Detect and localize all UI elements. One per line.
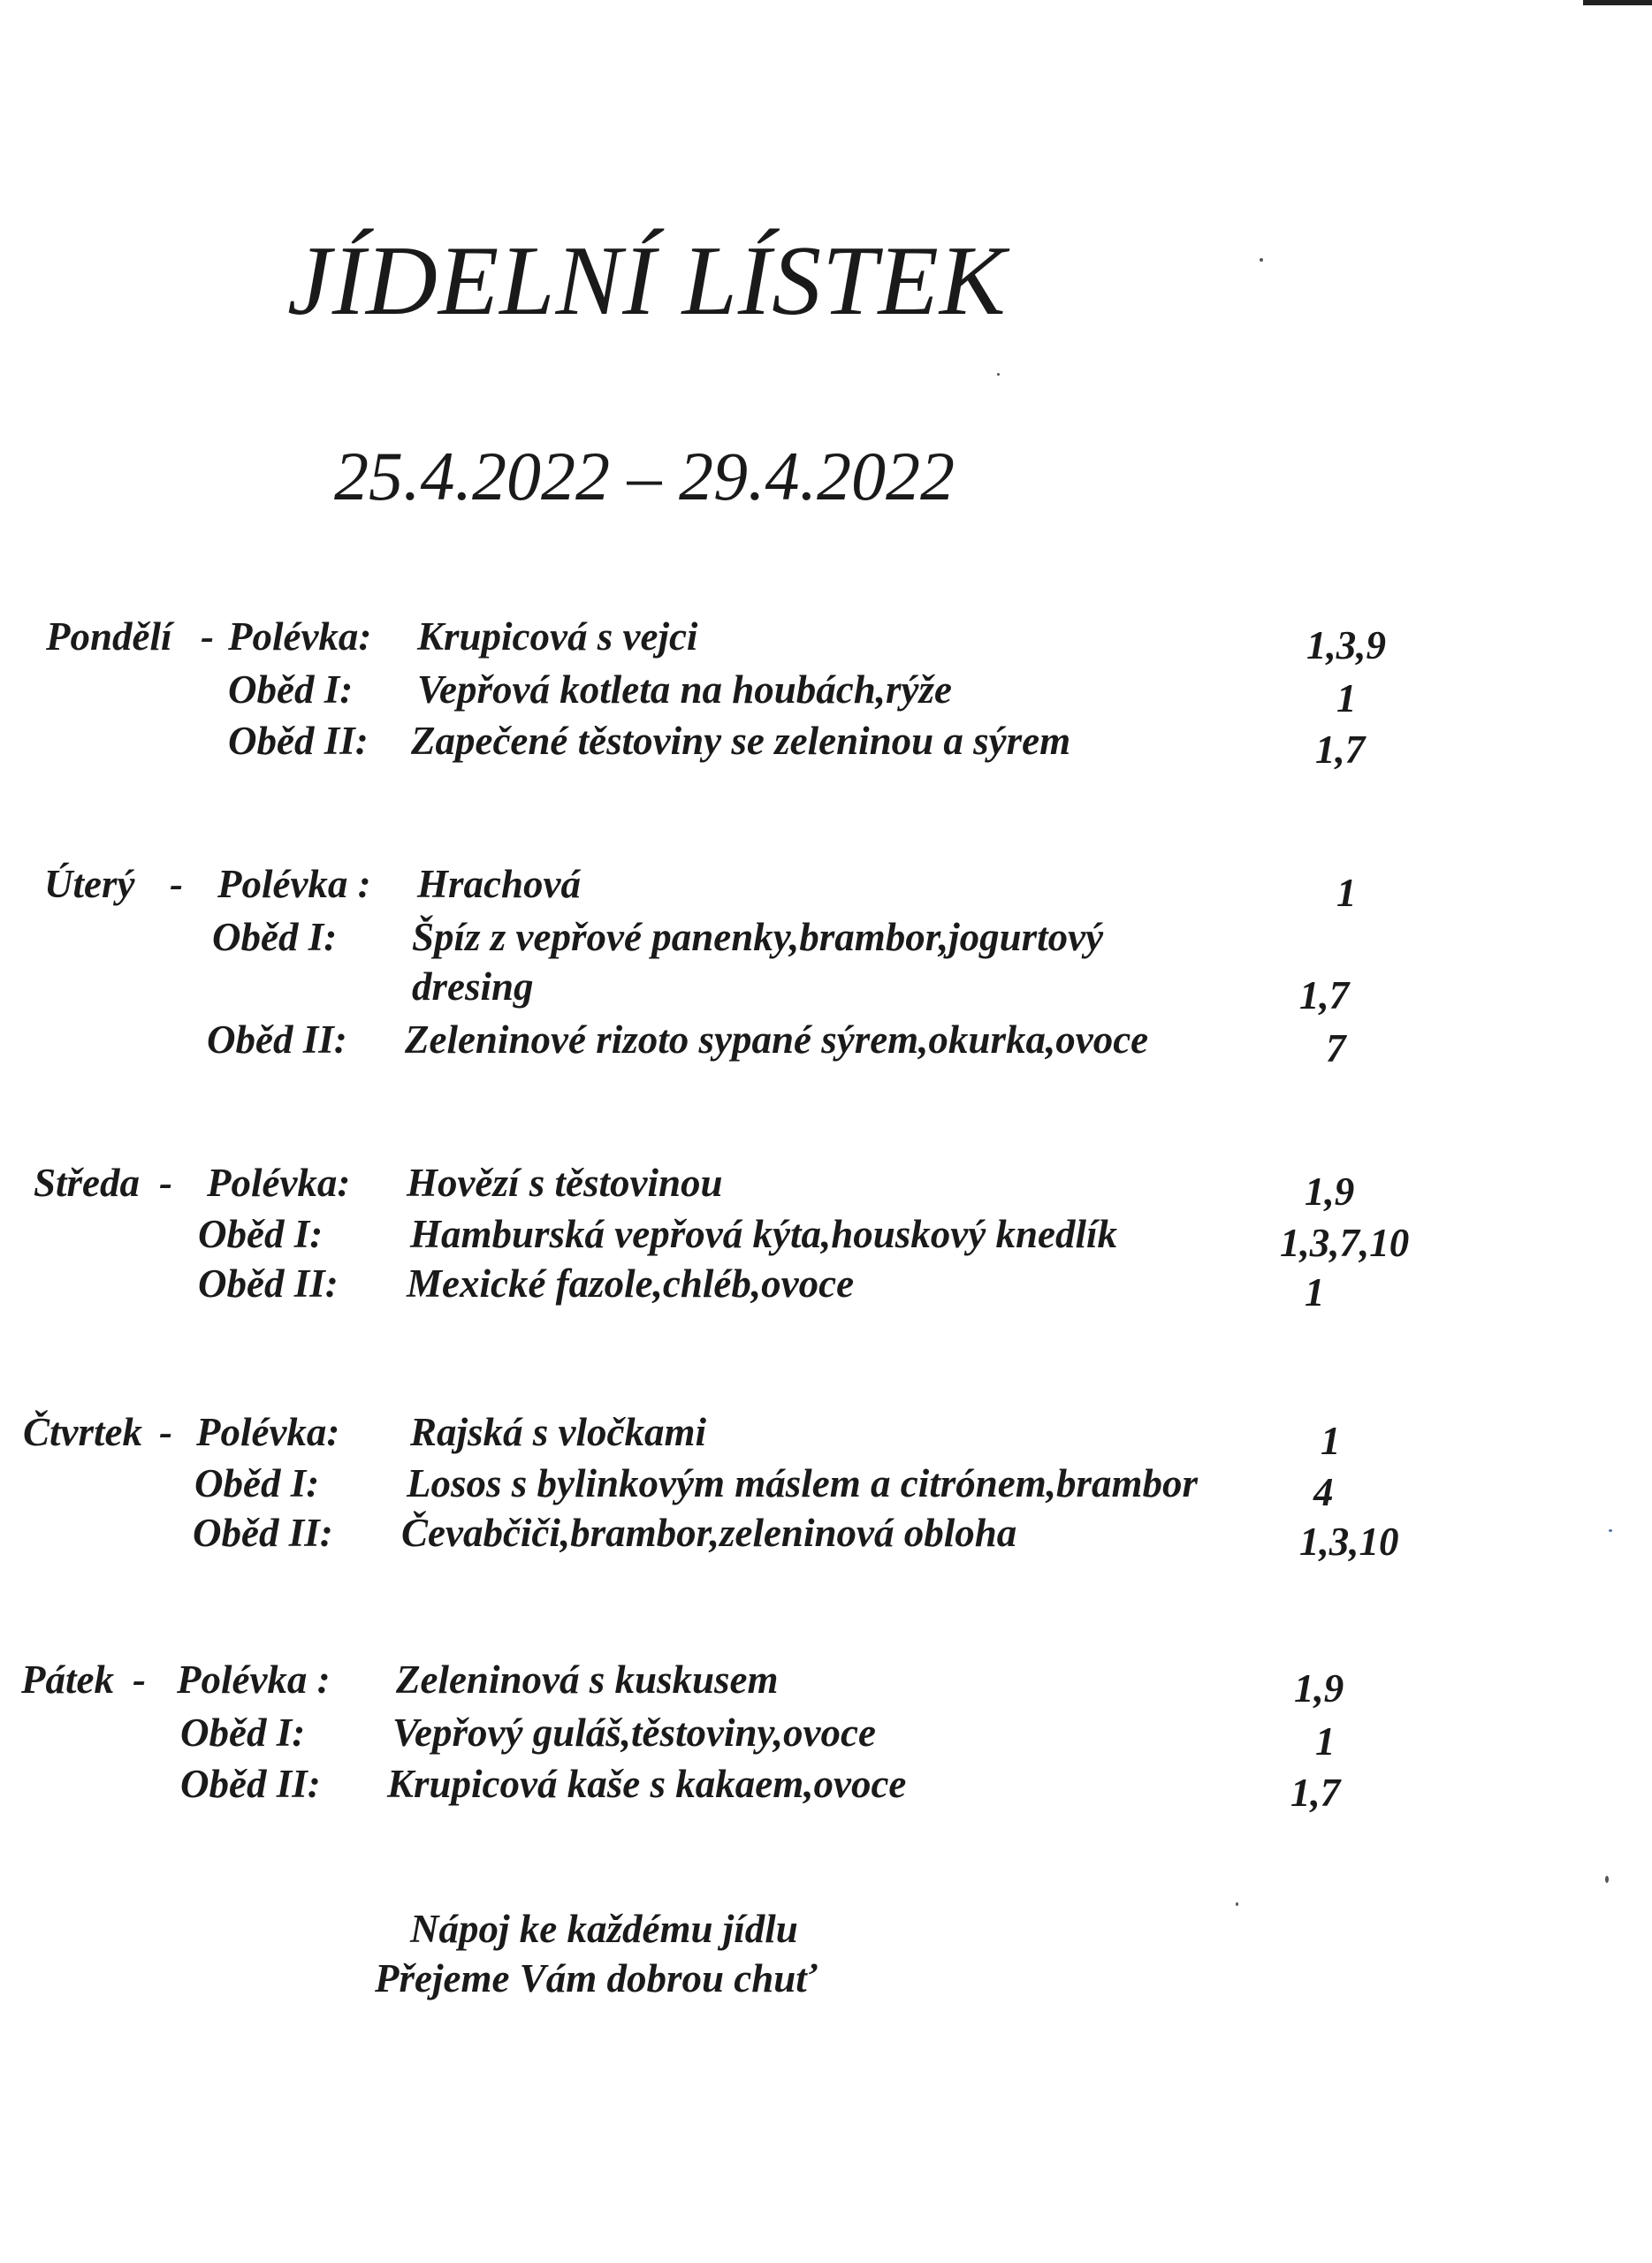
allergens: 1,3,10 xyxy=(1299,1520,1399,1564)
day-label: Pondělí xyxy=(46,614,172,659)
dish-name: Zeleninové rizoto sypané sýrem,okurka,ovoce xyxy=(405,1017,1149,1062)
allergens: 1 xyxy=(1315,1719,1336,1764)
menu-row xyxy=(0,1015,1652,1071)
course-label: Oběd I: xyxy=(180,1711,306,1755)
dish-name: Krupicová s vejci xyxy=(417,614,698,659)
scan-speck xyxy=(997,373,1000,376)
course-label: Oběd I: xyxy=(194,1461,320,1505)
dish-name: Hovězí s těstovinou xyxy=(407,1161,723,1205)
course-label: Oběd I: xyxy=(198,1212,324,1256)
dish-name: Zeleninová s kuskusem xyxy=(396,1657,779,1702)
day-label: Čtvrtek xyxy=(23,1410,142,1454)
dish-name: Špíz z vepřové panenky,brambor,jogurtový xyxy=(412,915,1104,959)
scan-speck xyxy=(1609,1529,1612,1532)
drink-note: Nápoj ke každému jídlu xyxy=(410,1907,798,1951)
menu-row xyxy=(0,859,1652,915)
menu-row xyxy=(0,716,1652,772)
course-label: Oběd II: xyxy=(180,1762,321,1806)
day-label: Středa xyxy=(34,1161,141,1205)
allergens: 1,9 xyxy=(1305,1170,1355,1214)
menu-row xyxy=(0,1407,1652,1463)
course-label: Polévka: xyxy=(228,614,372,659)
scan-speck xyxy=(1260,258,1263,262)
course-label: Oběd II: xyxy=(228,719,369,763)
allergens: 4 xyxy=(1313,1470,1334,1514)
dish-name: Vepřový guláš,těstoviny,ovoce xyxy=(392,1711,876,1755)
allergens: 1,7 xyxy=(1290,1771,1341,1815)
allergens: 1,7 xyxy=(1315,728,1366,772)
menu-row xyxy=(0,1759,1652,1815)
dish-name: Vepřová kotleta na houbách,rýže xyxy=(417,667,953,712)
menu-row xyxy=(0,665,1652,720)
day-separator: - xyxy=(133,1657,146,1702)
allergens: 1,3,9 xyxy=(1306,623,1386,667)
course-label: Oběd II: xyxy=(198,1261,339,1306)
menu-row xyxy=(0,1459,1652,1514)
dish-name: Losos s bylinkovým máslem a citrónem,brambor xyxy=(407,1461,1198,1505)
dish-name: Krupicová kaše s kakaem,ovoce xyxy=(387,1762,907,1806)
dish-name: Zapečené těstoviny se zeleninou a sýrem xyxy=(411,719,1071,763)
course-label: Oběd II: xyxy=(207,1017,347,1062)
dish-name: Mexické fazole,chléb,ovoce xyxy=(407,1261,855,1306)
greeting: Přejeme Vám dobrou chuť xyxy=(375,1956,818,2000)
dish-name-continued: dresing xyxy=(412,964,534,1009)
course-label: Oběd I: xyxy=(228,667,354,712)
menu-row xyxy=(0,962,1652,1017)
dish-name: Hamburská vepřová kýta,houskový knedlík xyxy=(410,1212,1117,1256)
course-label: Polévka : xyxy=(177,1657,331,1702)
scan-speck xyxy=(1236,1902,1238,1906)
allergens: 1 xyxy=(1321,1419,1341,1463)
allergens: 1,9 xyxy=(1294,1666,1344,1711)
scan-speck xyxy=(1605,1876,1609,1883)
course-label: Polévka: xyxy=(196,1410,340,1454)
menu-row xyxy=(0,1655,1652,1711)
date-range: 25.4.2022 – 29.4.2022 xyxy=(334,438,955,514)
course-label: Polévka : xyxy=(217,862,371,906)
course-label: Oběd II: xyxy=(193,1511,333,1555)
allergens: 1 xyxy=(1336,871,1357,915)
menu-row xyxy=(0,1158,1652,1214)
dish-name: Hrachová xyxy=(417,862,581,906)
menu-row xyxy=(0,1508,1652,1564)
day-separator: - xyxy=(159,1410,172,1454)
day-separator: - xyxy=(159,1161,172,1205)
menu-row xyxy=(0,1708,1652,1764)
menu-row xyxy=(0,1209,1652,1265)
menu-row xyxy=(0,912,1652,962)
dish-name: Rajská s vločkami xyxy=(410,1410,706,1454)
course-label: Polévka: xyxy=(207,1161,351,1205)
day-separator: - xyxy=(201,614,214,659)
day-label: Pátek xyxy=(21,1657,114,1702)
day-label: Úterý xyxy=(44,862,135,906)
course-label: Oběd I: xyxy=(212,915,338,959)
allergens: 7 xyxy=(1326,1026,1346,1071)
page-title: JÍDELNÍ LÍSTEK xyxy=(287,226,1007,336)
menu-row xyxy=(0,1259,1652,1314)
allergens: 1 xyxy=(1336,676,1357,720)
scan-edge-mark xyxy=(1583,0,1652,5)
allergens: 1 xyxy=(1305,1270,1325,1314)
dish-name: Čevabčiči,brambor,zeleninová obloha xyxy=(401,1511,1017,1555)
day-separator: - xyxy=(170,862,183,906)
menu-row xyxy=(0,612,1652,667)
allergens: 1,7 xyxy=(1299,973,1350,1017)
allergens: 1,3,7,10 xyxy=(1280,1221,1410,1265)
